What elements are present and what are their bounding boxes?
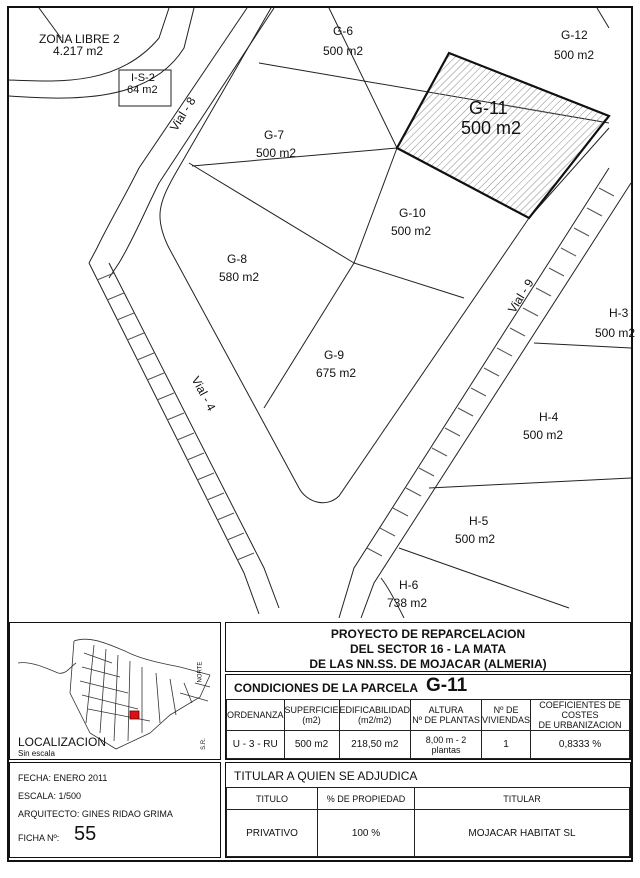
sheet-meta-panel	[9, 762, 221, 858]
project-title-line-3: DE LAS NN.SS. DE MOJACAR (ALMERIA)	[309, 657, 547, 671]
road-label-vial-8: Vial - 8	[167, 94, 199, 134]
parcel-g12-id: G-12	[561, 28, 588, 42]
conditions-value: 1	[482, 731, 531, 759]
parcel-h4-area: 500 m2	[523, 428, 564, 442]
conditions-value: 8,00 m - 2 plantas	[411, 731, 482, 759]
architect-text: ARQUITECTO: GINES RIDAO GRIMA	[18, 809, 173, 819]
conditions-value: 0,8333 %	[531, 731, 630, 759]
conditions-parcel-id: G-11	[426, 675, 468, 696]
conditions-header: Nº DE VIVIENDAS	[482, 700, 531, 731]
parcel-g9-area: 675 m2	[316, 366, 357, 380]
parcel-h3-id: H-3	[609, 306, 629, 320]
zona-libre-name: ZONA LIBRE 2	[39, 32, 120, 46]
site-plan	[9, 8, 636, 618]
parcel-h4-id: H-4	[539, 410, 559, 424]
owner-table	[226, 787, 630, 857]
parcel-h6-id: H-6	[399, 578, 419, 592]
is2-name: I-S-2	[131, 72, 155, 84]
parcel-h6-area: 738 m2	[387, 596, 428, 610]
zona-libre-area: 4.217 m2	[53, 44, 104, 58]
conditions-label: CONDICIONES DE LA PARCELA	[234, 681, 419, 695]
conditions-header: ORDENANZA	[227, 700, 285, 731]
parcel-g7-id: G-7	[264, 128, 285, 142]
parcel-conditions-box	[225, 674, 631, 760]
owner-header: % DE PROPIEDAD	[318, 788, 415, 810]
parcel-g11-area: 500 m2	[461, 118, 522, 138]
conditions-header: EDIFICABILIDAD (m2/m2)	[339, 700, 411, 731]
project-title-line-1: PROYECTO DE REPARCELACION	[330, 627, 526, 641]
parcel-h3-area: 500 m2	[595, 326, 636, 340]
owner-value: PRIVATIVO	[227, 810, 318, 857]
conditions-header: SUPERFICIE (m2)	[284, 700, 339, 731]
owner-value: 100 %	[318, 810, 415, 857]
location-title: LOCALIZACION	[18, 735, 107, 749]
title-block	[9, 622, 631, 860]
owner-header: TITULO	[227, 788, 318, 810]
project-title-line-2: DEL SECTOR 16 - LA MATA	[349, 642, 506, 656]
north-label: NORTE	[197, 661, 204, 683]
date-text: FECHA: ENERO 2011	[18, 773, 108, 783]
parcel-g7-area: 500 m2	[256, 146, 297, 160]
parcel-g6-id: G-6	[333, 24, 354, 38]
parcel-g10-area: 500 m2	[391, 224, 432, 238]
parcel-h5-id: H-5	[469, 514, 489, 528]
site-plan-drawing	[9, 8, 631, 618]
parcel-g12-area: 500 m2	[554, 48, 595, 62]
scale-text: ESCALA: 1/500	[18, 791, 82, 801]
location-scale-note: Sin escala	[18, 749, 55, 758]
conditions-value: 500 m2	[284, 731, 339, 759]
conditions-value: 218,50 m2	[339, 731, 411, 759]
is2-area: 64 m2	[127, 84, 158, 96]
parcel-h5-area: 500 m2	[455, 532, 496, 546]
parcel-g8-area: 580 m2	[219, 270, 260, 284]
conditions-header: ALTURA Nº DE PLANTAS	[411, 700, 482, 731]
conditions-value: U - 3 - RU	[227, 731, 285, 759]
sheet-number: 55	[74, 823, 97, 845]
road-label-vial-9: Vial - 9	[505, 276, 537, 316]
owner-value: MOJACAR HABITAT SL	[415, 810, 630, 857]
conditions-header: COEFICIENTES DE COSTES DE URBANIZACION	[531, 700, 630, 731]
parcel-g6-area: 500 m2	[323, 44, 364, 58]
parcel-g10-id: G-10	[399, 206, 426, 220]
owner-header: TITULAR	[415, 788, 630, 810]
location-panel	[9, 622, 221, 760]
location-marker	[130, 711, 139, 719]
owner-heading: TITULAR A QUIEN SE ADJUDICA	[234, 769, 418, 783]
sr-label: S.R.	[200, 738, 207, 750]
project-title-box	[225, 622, 631, 672]
sheet-number-label: FICHA Nº:	[18, 833, 60, 843]
parcel-g9-id: G-9	[324, 348, 345, 362]
road-label-vial-4: Vial - 4	[188, 374, 219, 414]
conditions-table	[226, 699, 630, 759]
parcel-g8-id: G-8	[227, 252, 248, 266]
parcel-g11-id: G-11	[469, 98, 508, 118]
owner-box	[225, 762, 631, 858]
